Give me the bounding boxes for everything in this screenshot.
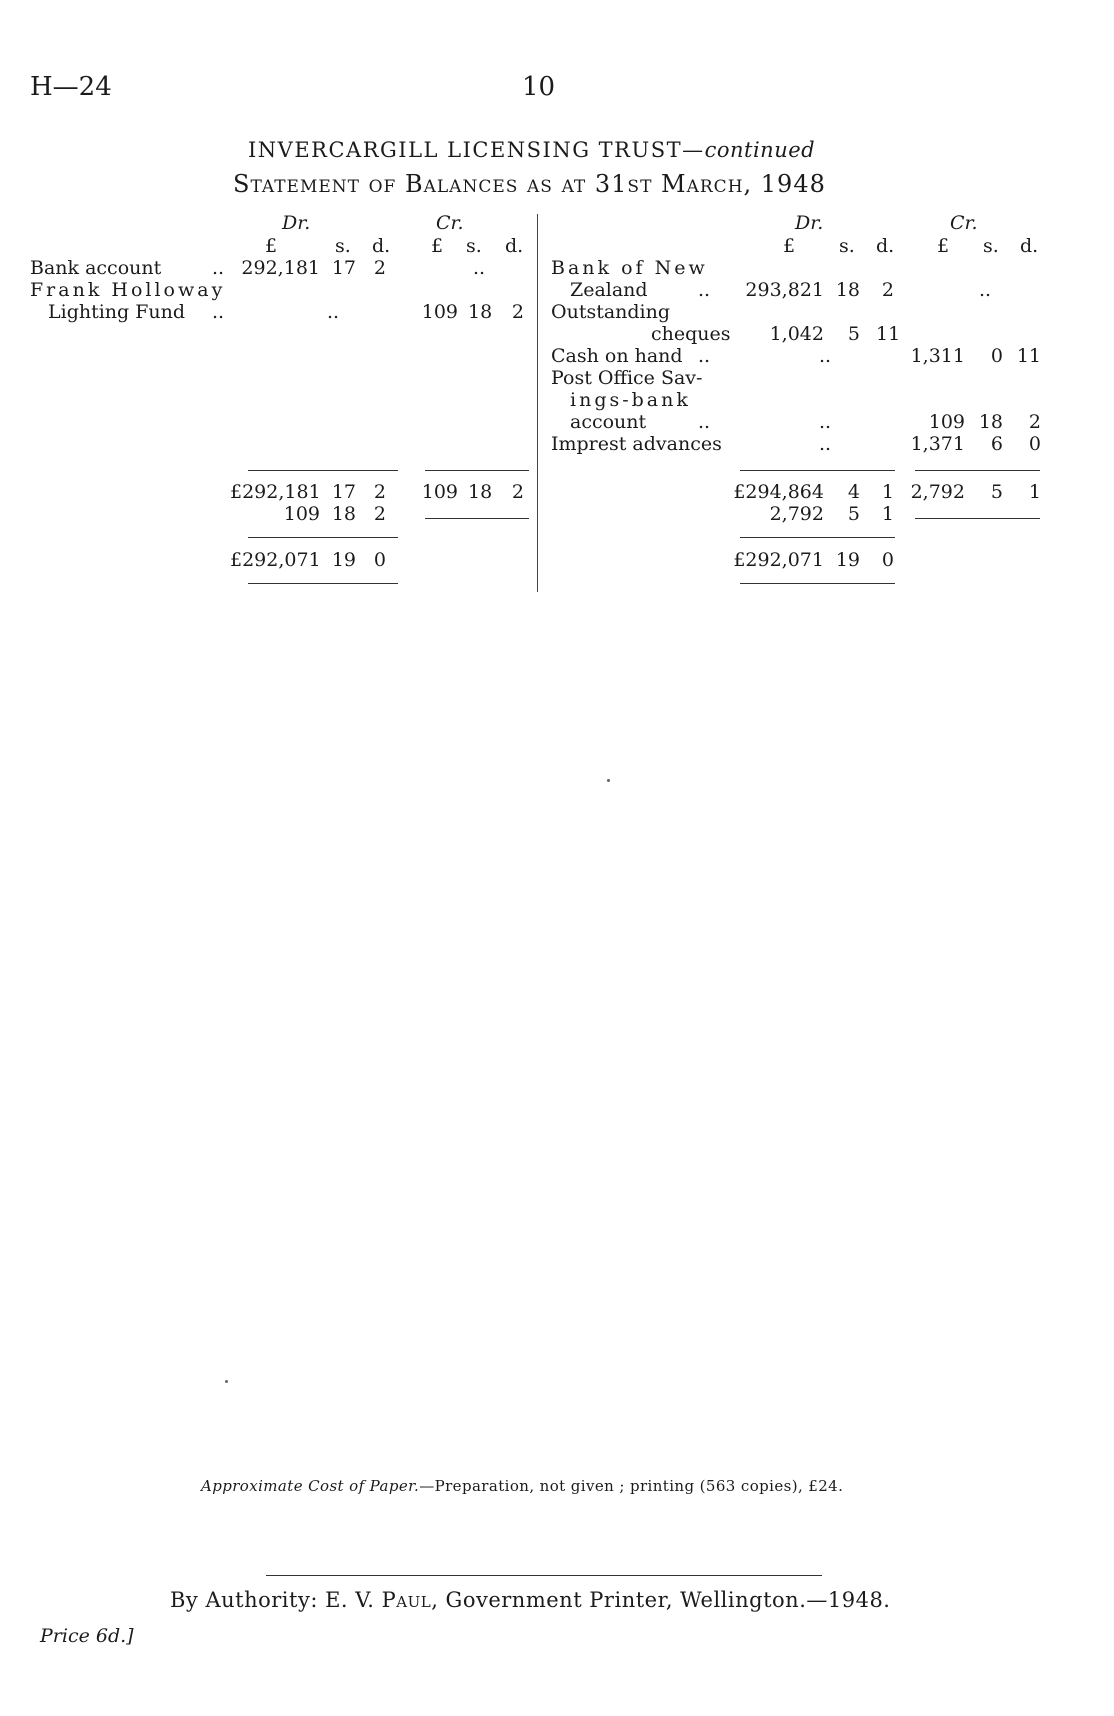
right-row-dr-empty: ..	[818, 433, 832, 455]
right-cr-total-pounds: 2,792	[910, 481, 965, 503]
left-row-dr-shillings: 17	[331, 257, 356, 279]
left-dr-less-shillings: 18	[331, 503, 356, 525]
right-row-leader: ..	[698, 345, 711, 367]
right-dr-pound-header: £	[783, 235, 796, 257]
left-row-leader: ..	[212, 301, 225, 323]
right-row-dr-empty: ..	[818, 411, 832, 433]
right-row-cr-shillings: 6	[990, 433, 1003, 455]
left-row-cr-pence: 2	[511, 301, 524, 323]
right-cr-header: Cr.	[950, 212, 978, 234]
right-dr-total-rule	[740, 470, 895, 471]
left-cr-pence-header: d.	[505, 235, 524, 257]
left-row-cr-shillings: 18	[468, 301, 493, 323]
left-dr-total-shillings: 17	[331, 481, 356, 503]
right-row-cr-pence: 0	[1028, 433, 1041, 455]
left-row-cr-pounds: 109	[421, 301, 458, 323]
scan-speck	[607, 779, 610, 782]
right-dr-shillings-header: s.	[839, 235, 855, 257]
right-net-pounds: £292,071	[733, 549, 824, 571]
scan-speck	[225, 1380, 228, 1383]
left-row-dr-pounds: 292,181	[241, 257, 320, 279]
left-dr-shillings-header: s.	[335, 235, 351, 257]
right-row-cr-empty: ..	[978, 279, 992, 301]
right-row-cr-shillings: 18	[978, 411, 1003, 433]
right-net-pence: 0	[881, 549, 894, 571]
right-cr-pound-header: £	[937, 235, 950, 257]
left-net-rule	[248, 537, 398, 538]
right-row-dr-empty: ..	[818, 345, 832, 367]
right-row-cr-pounds: 109	[928, 411, 965, 433]
left-dr-less-pence: 2	[373, 503, 386, 525]
left-cr-header: Cr.	[436, 212, 464, 234]
right-net-shillings: 19	[835, 549, 860, 571]
left-row-label: Frank Holloway	[30, 279, 226, 301]
page-code: H—24	[30, 72, 112, 102]
left-dr-pound-header: £	[265, 235, 278, 257]
left-row-cr-empty: ..	[472, 257, 486, 279]
left-cr-close-rule	[425, 518, 529, 519]
right-row-label: Cash on hand	[551, 345, 683, 367]
right-row-cr-pence: 11	[1016, 345, 1041, 367]
right-row-dr-shillings: 5	[847, 323, 860, 345]
right-row-label: Bank of New	[551, 257, 708, 279]
right-row-label: Imprest advances	[551, 433, 722, 455]
left-row-leader: ..	[212, 257, 225, 279]
right-row-cr-pence: 2	[1028, 411, 1041, 433]
printer-name: Paul	[381, 1588, 432, 1612]
document-title	[248, 138, 815, 162]
left-dr-header: Dr.	[282, 212, 311, 234]
right-row-label: account	[570, 411, 647, 433]
right-cr-total-shillings: 5	[990, 481, 1003, 503]
right-row-cr-shillings: 0	[990, 345, 1003, 367]
right-row-leader: ..	[698, 411, 711, 433]
right-row-label: Zealand	[570, 279, 648, 301]
right-dr-total-shillings: 4	[847, 481, 860, 503]
left-row-label: Bank account	[30, 257, 162, 279]
right-dr-header: Dr.	[795, 212, 824, 234]
left-row-dr-pence: 2	[373, 257, 386, 279]
left-cr-total-rule	[425, 470, 529, 471]
right-row-label: Post Office Sav-	[551, 367, 703, 389]
paper-cost-note	[201, 1477, 843, 1495]
right-cr-total-rule	[915, 470, 1040, 471]
authority-suffix: , Government Printer, Wellington.—1948.	[431, 1588, 891, 1612]
title-continued: continued	[704, 138, 816, 162]
statement-title: Statement of Balances as at 31st March, 1948	[233, 170, 826, 198]
left-dr-total-rule	[248, 470, 398, 471]
right-cr-total-pence: 1	[1028, 481, 1041, 503]
left-row-label: Lighting Fund	[48, 301, 186, 323]
right-row-dr-pounds: 1,042	[769, 323, 824, 345]
right-dr-pence-header: d.	[876, 235, 895, 257]
left-cr-total-pounds: 109	[421, 481, 458, 503]
price-note: Price 6d.]	[40, 1625, 134, 1647]
left-cr-total-shillings: 18	[468, 481, 493, 503]
right-cr-close-rule	[915, 518, 1040, 519]
right-row-label: Outstanding	[551, 301, 671, 323]
right-row-dr-shillings: 18	[835, 279, 860, 301]
right-row-dr-pounds: 293,821	[745, 279, 824, 301]
right-dr-less-pounds: 2,792	[769, 503, 824, 525]
left-cr-shillings-header: s.	[466, 235, 482, 257]
right-cr-shillings-header: s.	[983, 235, 999, 257]
left-dr-less-pounds: 109	[283, 503, 320, 525]
right-dr-total-pounds: £294,864	[733, 481, 824, 503]
right-row-label: cheques	[651, 323, 731, 345]
paper-cost-label: Approximate Cost of Paper.	[201, 1477, 420, 1495]
right-row-dr-pence: 2	[881, 279, 894, 301]
right-dr-less-shillings: 5	[847, 503, 860, 525]
right-row-leader: ..	[698, 279, 711, 301]
right-dr-less-pence: 1	[881, 503, 894, 525]
right-net-double-rule	[740, 583, 895, 584]
paper-cost-text: —Preparation, not given ; printing (563 copies), £24.	[419, 1477, 844, 1495]
right-net-rule	[740, 537, 895, 538]
title-main: INVERCARGILL LICENSING TRUST—	[248, 138, 705, 162]
right-row-dr-pence: 11	[876, 323, 901, 345]
left-row-dr-empty: ..	[326, 301, 340, 323]
right-row-label: ings-bank	[570, 389, 691, 411]
column-divider	[537, 214, 538, 592]
left-dr-total-pounds: £292,181	[230, 481, 321, 503]
left-net-pence: 0	[373, 549, 386, 571]
left-dr-total-pence: 2	[373, 481, 386, 503]
left-dr-pence-header: d.	[372, 235, 391, 257]
left-cr-total-pence: 2	[511, 481, 524, 503]
left-net-pounds: £292,071	[230, 549, 321, 571]
authority-prefix: By Authority: E. V.	[170, 1588, 375, 1612]
right-cr-pence-header: d.	[1020, 235, 1039, 257]
right-dr-total-pence: 1	[881, 481, 894, 503]
printer-authority	[170, 1588, 890, 1612]
page-number: 10	[522, 72, 556, 102]
right-row-cr-pounds: 1,311	[910, 345, 965, 367]
left-cr-pound-header: £	[431, 235, 444, 257]
right-row-cr-pounds: 1,371	[910, 433, 965, 455]
left-net-double-rule	[248, 583, 398, 584]
left-net-shillings: 19	[331, 549, 356, 571]
authority-rule	[266, 1575, 822, 1576]
